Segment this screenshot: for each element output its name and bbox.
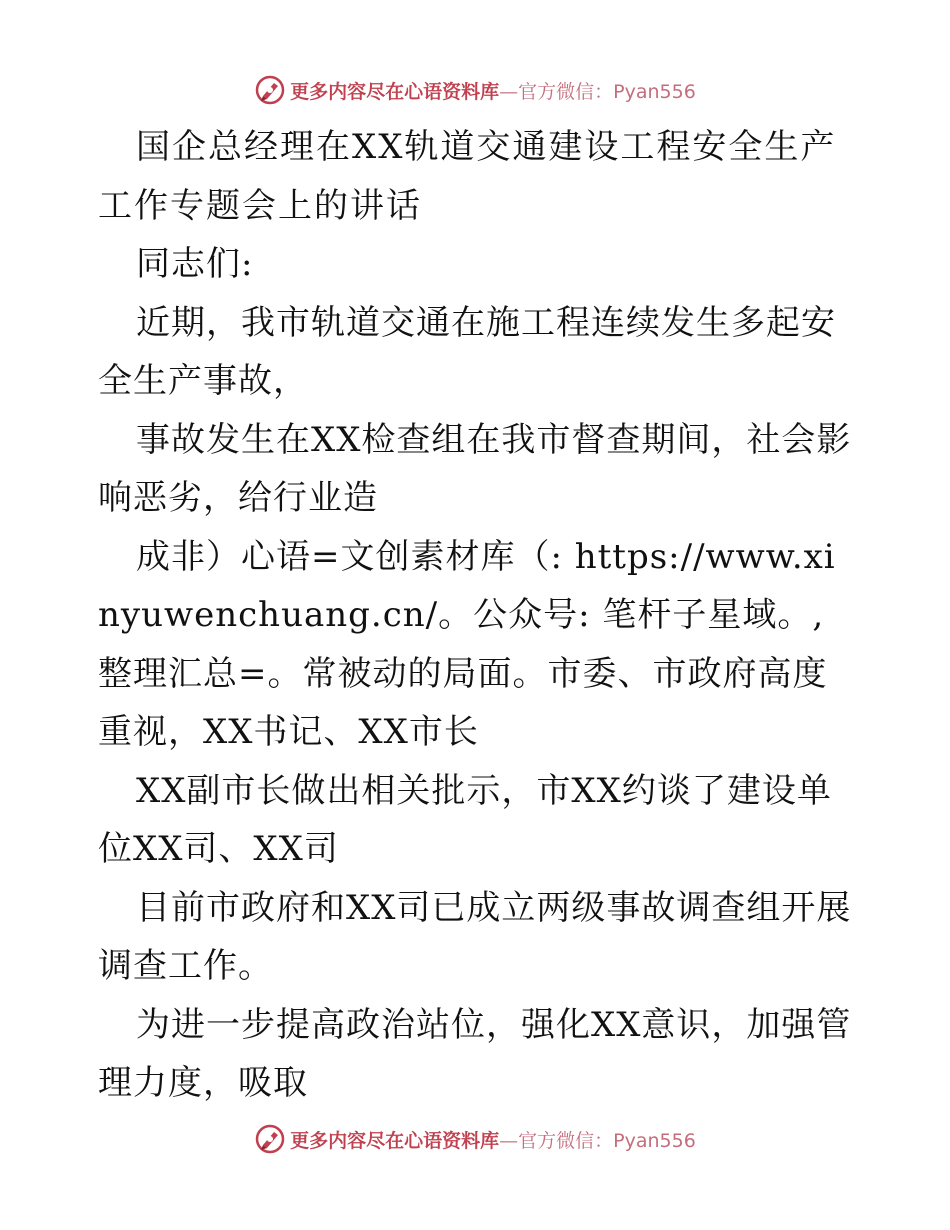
watermark-text xyxy=(290,1126,696,1153)
paragraph: 事故发生在XX检查组在我市督查期间，社会影响恶劣，给行业造 xyxy=(98,419,852,518)
watermark-separator: — xyxy=(499,1129,519,1152)
paragraph: 目前市政府和XX司已成立两级事故调查组开展调查工作。 xyxy=(98,887,852,986)
greeting: 同志们: xyxy=(136,244,254,284)
pen-logo-icon xyxy=(254,1123,286,1155)
watermark-contact: 官方微信：Pyan556 xyxy=(518,1129,696,1152)
paragraph: 成非）心语=文创素材库（: https://www.xinyuwenchuang.cn/。公众号: 笔杆子星域。,整理汇总=。常被动的局面。市委、市政府高度重视，XX书记、XX市长 xyxy=(98,536,836,752)
paragraph: XX副市长做出相关批示，市XX约谈了建设单位XX司、XX司 xyxy=(98,770,832,869)
watermark-brand: 更多内容尽在心语资料库 xyxy=(290,80,500,103)
paragraph: 近期，我市轨道交通在施工程连续发生多起安全生产事故， xyxy=(98,302,836,401)
document-body xyxy=(98,118,858,1113)
pen-logo-icon xyxy=(254,74,286,106)
watermark-brand: 更多内容尽在心语资料库 xyxy=(290,1129,500,1152)
document-title: 国企总经理在XX轨道交通建设工程安全生产工作专题会上的讲话 xyxy=(98,127,837,226)
paragraph: 为进一步提高政治站位，强化XX意识，加强管理力度，吸取 xyxy=(98,1004,852,1103)
header-watermark xyxy=(0,70,950,110)
watermark-text xyxy=(290,77,696,104)
watermark-separator: — xyxy=(499,80,519,103)
footer-watermark xyxy=(0,1119,950,1159)
watermark-contact: 官方微信：Pyan556 xyxy=(518,80,696,103)
